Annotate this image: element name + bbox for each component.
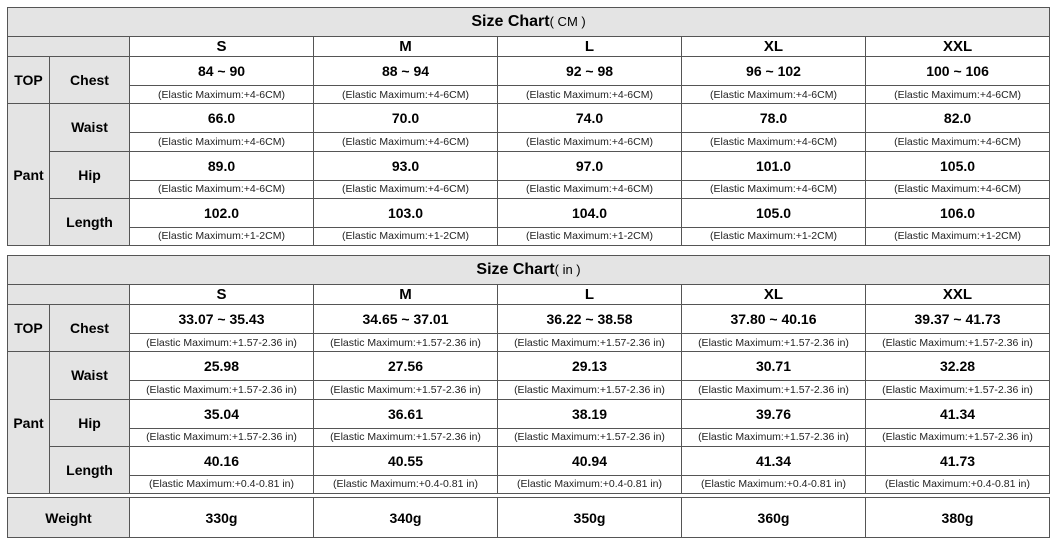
cm-header-corner (8, 37, 130, 57)
inch-note-cell: (Elastic Maximum:+0.4-0.81 in) (314, 475, 498, 493)
cm-note-cell: (Elastic Maximum:+4-6CM) (866, 133, 1050, 151)
cm-size-header: XL (682, 37, 866, 57)
cm-value-cell: 105.0 (682, 198, 866, 227)
inch-row-label-hip: Hip (50, 399, 130, 446)
cm-title-unit: ( CM ) (549, 14, 586, 30)
inch-value-cell: 39.76 (682, 399, 866, 428)
cm-note-cell: (Elastic Maximum:+4-6CM) (130, 86, 314, 104)
inch-value-cell: 40.55 (314, 446, 498, 475)
inch-note-cell: (Elastic Maximum:+0.4-0.81 in) (682, 475, 866, 493)
cm-note-cell: (Elastic Maximum:+4-6CM) (866, 86, 1050, 104)
inch-title-text: Size Chart (476, 261, 555, 279)
cm-row-label-length: Length (50, 198, 130, 245)
cm-row-label-hip: Hip (50, 151, 130, 198)
cm-row-label-chest: Chest (50, 57, 130, 104)
weight-value-cell: 330g (130, 498, 314, 538)
cm-note-cell: (Elastic Maximum:+4-6CM) (314, 133, 498, 151)
cm-note-cell: (Elastic Maximum:+4-6CM) (682, 133, 866, 151)
inch-value-cell: 36.61 (314, 399, 498, 428)
inch-header-corner (8, 285, 130, 305)
inch-value-cell: 41.34 (866, 399, 1050, 428)
inch-value-cell: 36.22 ~ 38.58 (498, 305, 682, 334)
cm-value-cell: 103.0 (314, 198, 498, 227)
inch-note-cell: (Elastic Maximum:+0.4-0.81 in) (866, 475, 1050, 493)
cm-note-cell: (Elastic Maximum:+4-6CM) (866, 180, 1050, 198)
inch-pant-label: Pant (8, 352, 50, 494)
inch-note-cell: (Elastic Maximum:+1.57-2.36 in) (866, 381, 1050, 399)
inch-value-cell: 41.34 (682, 446, 866, 475)
cm-value-cell: 93.0 (314, 151, 498, 180)
cm-value-cell: 70.0 (314, 104, 498, 133)
inch-value-cell: 33.07 ~ 35.43 (130, 305, 314, 334)
inch-note-cell: (Elastic Maximum:+1.57-2.36 in) (130, 334, 314, 352)
cm-title-text: Size Chart (471, 13, 550, 31)
inch-value-cell: 27.56 (314, 352, 498, 381)
cm-value-cell: 96 ~ 102 (682, 57, 866, 86)
cm-size-header: L (498, 37, 682, 57)
inch-title-unit: ( in ) (554, 262, 581, 278)
cm-value-cell: 106.0 (866, 198, 1050, 227)
inch-value-cell: 32.28 (866, 352, 1050, 381)
cm-value-cell: 101.0 (682, 151, 866, 180)
cm-note-cell: (Elastic Maximum:+4-6CM) (130, 180, 314, 198)
cm-value-cell: 89.0 (130, 151, 314, 180)
weight-table (7, 497, 1050, 538)
cm-value-cell: 88 ~ 94 (314, 57, 498, 86)
cm-note-cell: (Elastic Maximum:+1-2CM) (130, 227, 314, 245)
inch-value-cell: 39.37 ~ 41.73 (866, 305, 1050, 334)
cm-note-cell: (Elastic Maximum:+4-6CM) (130, 133, 314, 151)
cm-value-cell: 78.0 (682, 104, 866, 133)
cm-note-cell: (Elastic Maximum:+4-6CM) (314, 86, 498, 104)
cm-size-header: XXL (866, 37, 1050, 57)
inch-size-header: L (498, 285, 682, 305)
cm-row-label-waist: Waist (50, 104, 130, 151)
inch-value-cell: 40.16 (130, 446, 314, 475)
inch-table-title (8, 256, 1050, 285)
weight-value-cell: 380g (866, 498, 1050, 538)
cm-pant-label: Pant (8, 104, 50, 246)
cm-note-cell: (Elastic Maximum:+4-6CM) (498, 180, 682, 198)
inch-size-header: S (130, 285, 314, 305)
inch-note-cell: (Elastic Maximum:+1.57-2.36 in) (314, 334, 498, 352)
cm-note-cell: (Elastic Maximum:+1-2CM) (682, 227, 866, 245)
inch-row-label-waist: Waist (50, 352, 130, 399)
cm-note-cell: (Elastic Maximum:+4-6CM) (682, 86, 866, 104)
inch-note-cell: (Elastic Maximum:+0.4-0.81 in) (498, 475, 682, 493)
inch-note-cell: (Elastic Maximum:+1.57-2.36 in) (682, 334, 866, 352)
cm-value-cell: 92 ~ 98 (498, 57, 682, 86)
inch-value-cell: 25.98 (130, 352, 314, 381)
cm-value-cell: 104.0 (498, 198, 682, 227)
size-chart-cm-table (7, 7, 1050, 246)
inch-top-label: TOP (8, 305, 50, 352)
cm-top-label: TOP (8, 57, 50, 104)
cm-size-header: S (130, 37, 314, 57)
cm-value-cell: 105.0 (866, 151, 1050, 180)
cm-note-cell: (Elastic Maximum:+1-2CM) (498, 227, 682, 245)
weight-label: Weight (8, 498, 130, 538)
inch-value-cell: 40.94 (498, 446, 682, 475)
inch-note-cell: (Elastic Maximum:+1.57-2.36 in) (682, 381, 866, 399)
inch-row-label-chest: Chest (50, 305, 130, 352)
inch-size-header: XXL (866, 285, 1050, 305)
inch-value-cell: 34.65 ~ 37.01 (314, 305, 498, 334)
cm-note-cell: (Elastic Maximum:+4-6CM) (314, 180, 498, 198)
size-chart-inch-table (7, 255, 1050, 494)
cm-table-title (8, 8, 1050, 37)
inch-note-cell: (Elastic Maximum:+1.57-2.36 in) (498, 428, 682, 446)
inch-row-label-length: Length (50, 446, 130, 493)
cm-note-cell: (Elastic Maximum:+1-2CM) (314, 227, 498, 245)
cm-value-cell: 97.0 (498, 151, 682, 180)
inch-size-header: XL (682, 285, 866, 305)
cm-size-header: M (314, 37, 498, 57)
inch-value-cell: 41.73 (866, 446, 1050, 475)
weight-value-cell: 350g (498, 498, 682, 538)
weight-value-cell: 340g (314, 498, 498, 538)
inch-value-cell: 37.80 ~ 40.16 (682, 305, 866, 334)
weight-value-cell: 360g (682, 498, 866, 538)
inch-value-cell: 29.13 (498, 352, 682, 381)
inch-note-cell: (Elastic Maximum:+1.57-2.36 in) (866, 428, 1050, 446)
inch-note-cell: (Elastic Maximum:+1.57-2.36 in) (130, 428, 314, 446)
cm-value-cell: 82.0 (866, 104, 1050, 133)
cm-note-cell: (Elastic Maximum:+4-6CM) (498, 86, 682, 104)
cm-value-cell: 100 ~ 106 (866, 57, 1050, 86)
inch-value-cell: 30.71 (682, 352, 866, 381)
cm-value-cell: 102.0 (130, 198, 314, 227)
cm-note-cell: (Elastic Maximum:+1-2CM) (866, 227, 1050, 245)
cm-value-cell: 84 ~ 90 (130, 57, 314, 86)
cm-value-cell: 74.0 (498, 104, 682, 133)
inch-note-cell: (Elastic Maximum:+1.57-2.36 in) (314, 428, 498, 446)
inch-note-cell: (Elastic Maximum:+1.57-2.36 in) (682, 428, 866, 446)
inch-value-cell: 35.04 (130, 399, 314, 428)
inch-note-cell: (Elastic Maximum:+0.4-0.81 in) (130, 475, 314, 493)
inch-note-cell: (Elastic Maximum:+1.57-2.36 in) (498, 381, 682, 399)
inch-note-cell: (Elastic Maximum:+1.57-2.36 in) (498, 334, 682, 352)
inch-note-cell: (Elastic Maximum:+1.57-2.36 in) (130, 381, 314, 399)
cm-value-cell: 66.0 (130, 104, 314, 133)
inch-note-cell: (Elastic Maximum:+1.57-2.36 in) (866, 334, 1050, 352)
cm-note-cell: (Elastic Maximum:+4-6CM) (498, 133, 682, 151)
inch-note-cell: (Elastic Maximum:+1.57-2.36 in) (314, 381, 498, 399)
cm-note-cell: (Elastic Maximum:+4-6CM) (682, 180, 866, 198)
inch-value-cell: 38.19 (498, 399, 682, 428)
inch-size-header: M (314, 285, 498, 305)
